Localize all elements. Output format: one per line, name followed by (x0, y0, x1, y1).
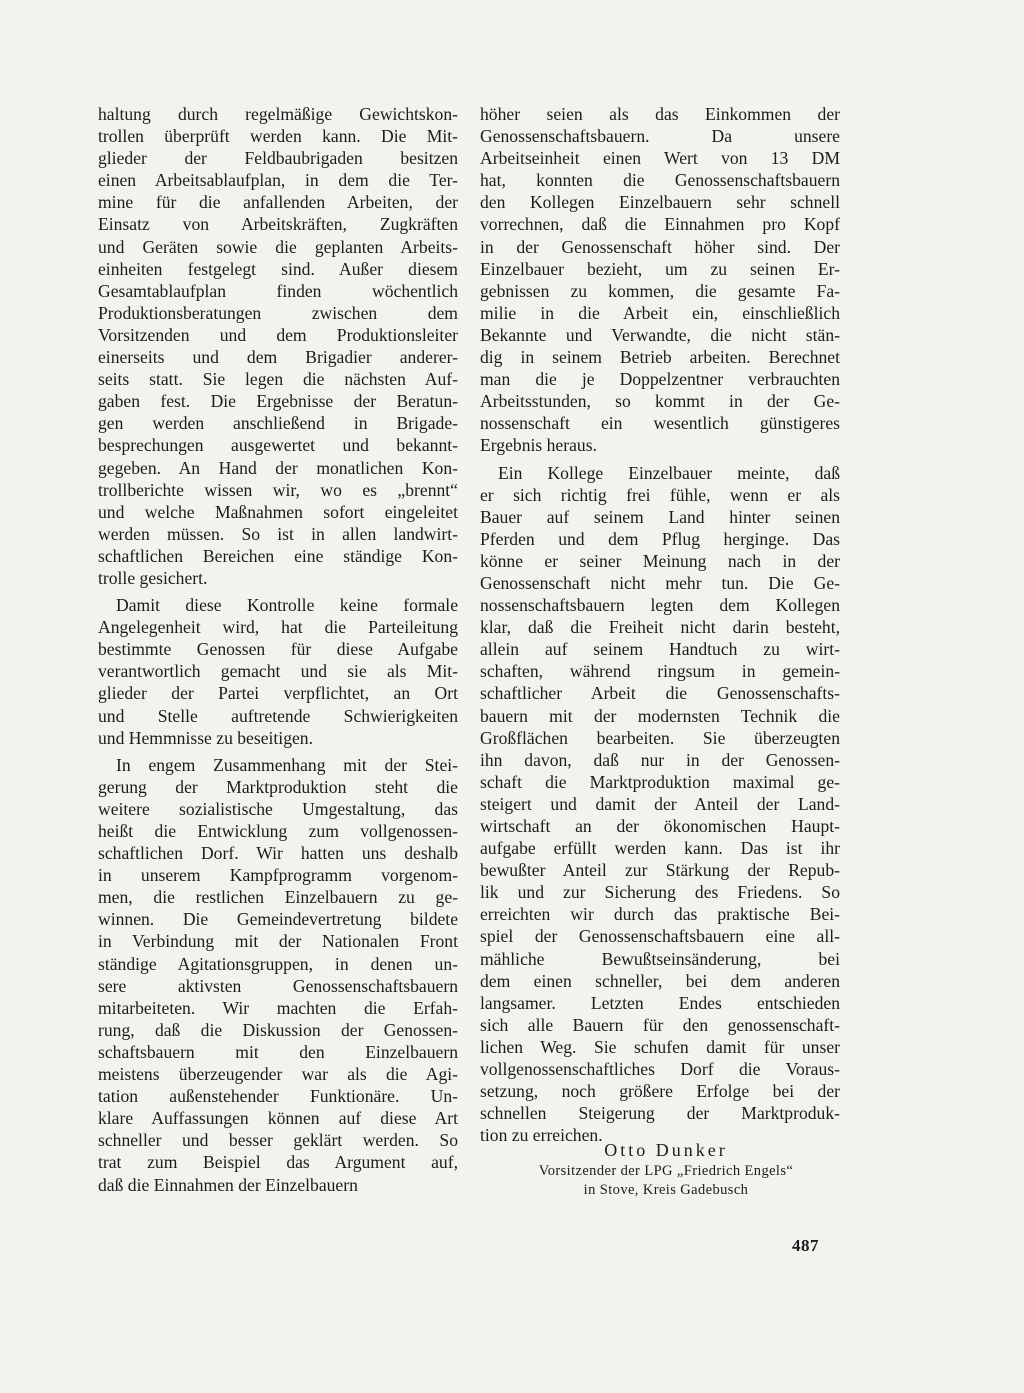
text-line: heißt die Entwicklung zum vollgenossen- (98, 821, 458, 841)
text-line: und welche Maßnahmen sofort eingeleitet (98, 501, 458, 522)
author-role-line-1: Vorsitzender der LPG „Friedrich Engels“ (538, 1163, 794, 1179)
text-line: nossenschaft ein wesentlich günstigeres (480, 413, 840, 434)
text-line: Angelegenheit wird, hat die Parteileitung (98, 617, 458, 638)
paragraph (98, 103, 458, 589)
text-line: meistens überzeugender war als die Agi- (98, 1064, 458, 1085)
text-line: dig in seinem Betrieb arbeiten. Berechnet (480, 347, 840, 368)
text-line: in Verbindung mit der Nationalen Front (98, 931, 458, 952)
text-line: trat zum Beispiel das Argument auf, (98, 1152, 458, 1173)
text-line: gaben fest. Die Ergebnisse der Beratun- (98, 391, 458, 412)
text-line: allein auf seinem Handtuch zu wirt- (480, 639, 840, 660)
text-line: lichen Weg. Sie schufen damit für unser (480, 1036, 840, 1057)
text-line: vorrechnen, daß die Einnahmen pro Kopf (480, 214, 840, 235)
text-line: weitere sozialistische Umgestaltung, das (98, 798, 458, 819)
text-line: bestimmte Genossen für diese Aufgabe (98, 639, 458, 660)
text-line: tation außenstehender Funktionäre. Un- (98, 1086, 458, 1107)
text-line: Ein Kollege Einzelbauer meinte, daß (498, 462, 840, 483)
text-line: milie in die Arbeit ein, einschließlich (480, 302, 840, 323)
text-line: klare Auffassungen können auf diese Art (98, 1108, 458, 1129)
text-line: mine für die anfallenden Arbeiten, der (98, 192, 458, 213)
paragraph (480, 462, 840, 1147)
text-line: Genossenschaft nicht mehr tun. Die Ge- (480, 572, 840, 593)
text-line: schnellen Steigerung der Marktproduk- (480, 1103, 840, 1124)
text-line: den Kollegen Einzelbauern sehr schnell (480, 192, 840, 213)
text-line: ihn davon, daß nur in der Genossen- (480, 749, 840, 770)
text-line: schaftsbauern mit den Einzelbauern (98, 1041, 458, 1062)
left-text-column (98, 103, 458, 1196)
text-line: in der Genossenschaft höher sind. Der (480, 236, 840, 257)
text-line: mähliche Bewußtseinsänderung, bei (480, 948, 840, 969)
text-line: tion zu erreichen. (480, 1125, 603, 1146)
text-line: einheiten festgelegt sind. Außer diesem (98, 258, 458, 279)
text-line: einerseits und dem Brigadier anderer- (98, 347, 458, 368)
text-line: ständige Agitationsgruppen, in denen un- (98, 953, 458, 974)
text-line: trollen überprüft werden kann. Die Mit- (98, 126, 458, 147)
text-line: hat, konnten die Genossenschaftsbauern (480, 170, 840, 191)
text-line: gerung der Marktproduktion steht die (98, 776, 458, 797)
text-line: und Geräten sowie die geplanten Arbeits- (98, 236, 458, 257)
text-line: erreichten wir durch das praktische Bei- (480, 904, 840, 925)
paragraph (98, 754, 458, 1196)
author-role-line-2: in Stove, Kreis Gadebusch (583, 1182, 749, 1198)
text-line: trolle gesichert. (98, 567, 208, 588)
text-line: Damit diese Kontrolle keine formale (116, 595, 458, 616)
text-line: daß die Einnahmen der Einzelbauern (98, 1174, 358, 1195)
text-line: aufgabe erfüllt werden kann. Das ist ihr (480, 838, 840, 859)
text-line: gen werden anschließend in Brigade- (98, 413, 458, 434)
page-number: 487 (792, 1236, 819, 1255)
text-line: Einzelbauer bezieht, um zu seinen Er- (480, 258, 840, 279)
text-line: schaftlichen Dorf. Wir hatten uns deshalb (98, 843, 458, 864)
text-line: sere aktivsten Genossenschaftsbauern (98, 975, 458, 996)
text-line: und Hemmnisse zu beseitigen. (98, 727, 313, 748)
text-line: gebnissen zu kommen, die gesamte Fa- (480, 280, 840, 301)
text-line: schneller und besser geklärt werden. So (98, 1130, 458, 1151)
text-line: winnen. Die Gemeindevertretung bildete (98, 909, 458, 930)
text-line: wirtschaft an der ökonomischen Haupt- (480, 816, 840, 836)
text-line: Genossenschaftsbauern. Da unsere (480, 126, 840, 147)
text-line: Ergebnis heraus. (480, 435, 597, 456)
text-line: in unserem Kampfprogramm vorgenom- (98, 865, 458, 886)
text-line: men, die restlichen Einzelbauern zu ge- (98, 887, 458, 908)
text-line: Bekannte und Verwandte, die nicht stän- (480, 324, 840, 345)
text-line: Pferden und dem Pflug herginge. Das (480, 528, 840, 549)
text-line: bewußter Anteil zur Stärkung der Repub- (480, 860, 840, 881)
text-line: mitarbeiteten. Wir machten die Erfah- (98, 997, 458, 1018)
text-line: klar, daß die Freiheit nicht darin besteht, (480, 617, 840, 638)
text-line: spiel der Genossenschaftsbauern eine all- (480, 926, 840, 947)
text-line: glieder der Feldbaubrigaden besitzen (98, 148, 458, 169)
text-line: glieder der Partei verpflichtet, an Ort (98, 683, 458, 704)
text-line: verantwortlich gemacht und sie als Mit- (98, 661, 458, 682)
text-line: könne er seiner Meinung nach in der (480, 550, 840, 571)
text-line: nossenschaftsbauern legten dem Kollegen (480, 595, 840, 616)
text-line: schaftlicher Arbeit die Genossenschafts- (480, 683, 840, 704)
text-line: gegeben. An Hand der monatlichen Kon- (98, 457, 458, 478)
text-line: werden müssen. So ist in allen landwirt- (98, 523, 458, 544)
text-line: höher seien als das Einkommen der (480, 104, 840, 124)
text-line: Produktionsberatungen zwischen dem (98, 302, 458, 323)
text-line: steigert und damit der Anteil der Land- (480, 793, 840, 814)
text-line: dem einen schneller, bei dem anderen (480, 970, 840, 991)
paragraph (480, 103, 840, 457)
text-line: schaft die Marktproduktion maximal ge- (480, 771, 840, 792)
text-line: Großflächen bearbeiten. Sie überzeugten (480, 727, 840, 748)
text-line: Einsatz von Arbeitskräften, Zugkräften (98, 214, 458, 235)
text-line: sich alle Bauern für den genossenschaft- (480, 1014, 840, 1035)
text-line: Vorsitzenden und dem Produktionsleiter (98, 324, 458, 345)
text-line: trollberichte wissen wir, wo es „brennt“ (98, 479, 458, 500)
signature-block (480, 1138, 852, 1200)
right-text-column (480, 103, 840, 1146)
text-line: rung, daß die Diskussion der Genossen- (98, 1019, 458, 1040)
text-line: Gesamtablaufplan finden wöchentlich (98, 280, 458, 301)
text-line: Arbeitseinheit einen Wert von 13 DM (480, 148, 840, 169)
author-name: Otto Dunker (604, 1140, 728, 1160)
text-line: und Stelle auftretende Schwierigkeiten (98, 705, 458, 726)
text-line: bauern mit der modernsten Technik die (480, 705, 840, 726)
text-line: besprechungen ausgewertet und bekannt- (98, 435, 458, 456)
text-line: er sich richtig frei fühle, wenn er als (480, 484, 840, 505)
text-line: setzung, noch größere Erfolge bei der (480, 1081, 840, 1102)
paragraph (98, 594, 458, 749)
text-line: schaftlichen Bereichen eine ständige Kon- (98, 545, 458, 566)
text-line: schaften, während ringsum in gemein- (480, 661, 840, 682)
text-line: vollgenossenschaftliches Dorf die Voraus- (480, 1059, 840, 1080)
text-line: lik und zur Sicherung des Friedens. So (480, 882, 840, 903)
text-line: langsamer. Letzten Endes entschieden (480, 992, 840, 1013)
text-line: einen Arbeitsablaufplan, in dem die Ter- (98, 170, 458, 191)
text-line: Bauer auf seinem Land hinter seinen (480, 506, 840, 527)
text-line: seits statt. Sie legen die nächsten Auf- (98, 369, 458, 390)
text-line: In engem Zusammenhang mit der Stei- (116, 754, 458, 775)
text-line: man die je Doppelzentner verbrauchten (480, 369, 840, 390)
text-line: haltung durch regelmäßige Gewichtskon- (98, 104, 458, 124)
text-line: Arbeitsstunden, so kommt in der Ge- (480, 391, 840, 412)
